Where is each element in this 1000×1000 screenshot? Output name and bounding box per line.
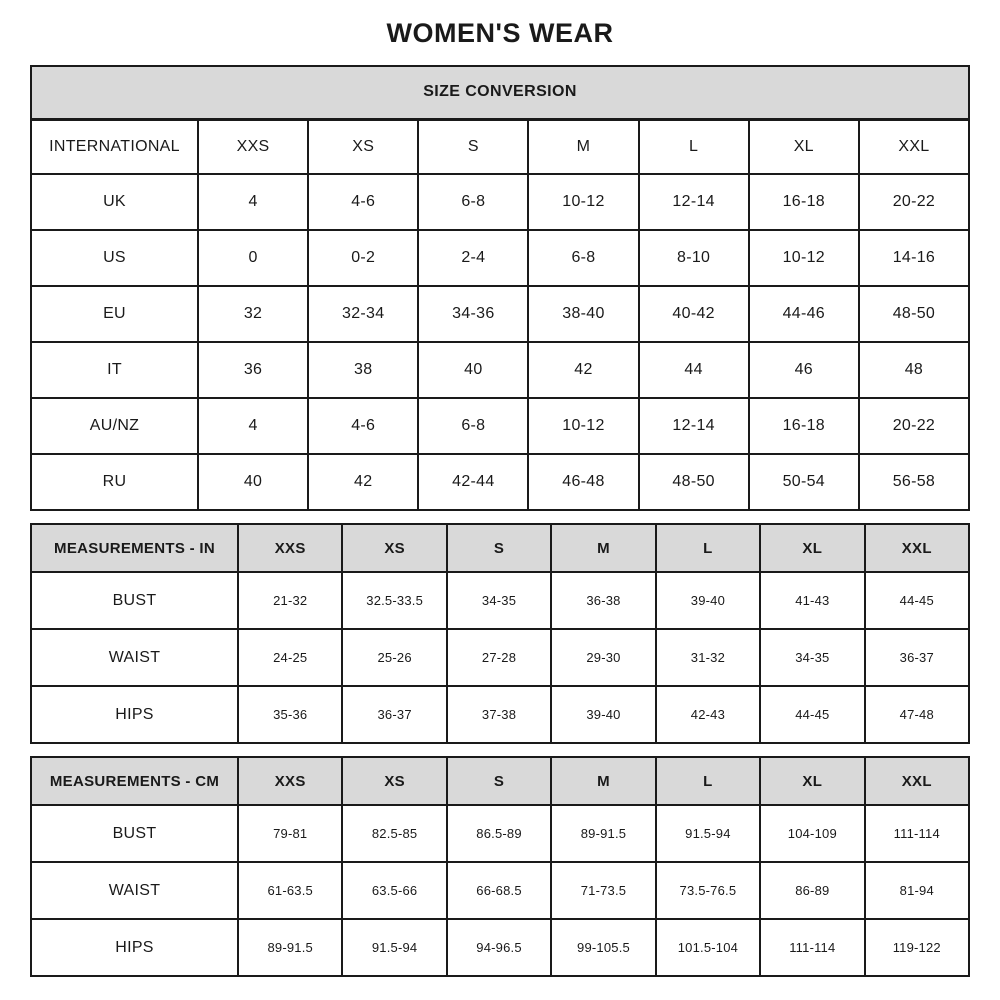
table-cell: 40 xyxy=(418,342,528,398)
table-cell: 47-48 xyxy=(865,686,969,743)
table-cell: 40-42 xyxy=(639,286,749,342)
table-row xyxy=(31,454,969,510)
column-header-xl: XL xyxy=(760,524,864,572)
table-cell: 104-109 xyxy=(760,805,864,862)
row-label: HIPS xyxy=(31,919,238,976)
table-cell: 42 xyxy=(308,454,418,510)
table-cell: 25-26 xyxy=(342,629,446,686)
column-header-xxl: XXL xyxy=(859,119,969,174)
table-cell: 6-8 xyxy=(528,230,638,286)
table-cell: 71-73.5 xyxy=(551,862,655,919)
table-cell: 31-32 xyxy=(656,629,760,686)
table-cell: 20-22 xyxy=(859,398,969,454)
table-cell: 48-50 xyxy=(859,286,969,342)
table-cell: 14-16 xyxy=(859,230,969,286)
size-conversion-columns-row xyxy=(31,119,969,174)
table-cell: 4-6 xyxy=(308,398,418,454)
table-cell: 91.5-94 xyxy=(656,805,760,862)
table-cell: 39-40 xyxy=(551,686,655,743)
table-row xyxy=(31,919,969,976)
table-cell: 89-91.5 xyxy=(551,805,655,862)
table-cell: 8-10 xyxy=(639,230,749,286)
table-cell: 56-58 xyxy=(859,454,969,510)
column-header-s: S xyxy=(418,119,528,174)
table-cell: 4-6 xyxy=(308,174,418,230)
table-cell: 91.5-94 xyxy=(342,919,446,976)
column-header-s: S xyxy=(447,757,551,805)
table-cell: 48 xyxy=(859,342,969,398)
row-label: RU xyxy=(31,454,198,510)
table-cell: 46 xyxy=(749,342,859,398)
table-cell: 99-105.5 xyxy=(551,919,655,976)
column-header-xxs: XXS xyxy=(238,524,342,572)
measurements-in-header-row xyxy=(31,524,969,572)
table-cell: 34-35 xyxy=(760,629,864,686)
measurements-cm-title: MEASUREMENTS - CM xyxy=(31,757,238,805)
table-cell: 10-12 xyxy=(528,398,638,454)
table-row xyxy=(31,572,969,629)
table-cell: 63.5-66 xyxy=(342,862,446,919)
table-cell: 34-36 xyxy=(418,286,528,342)
column-header-s: S xyxy=(447,524,551,572)
table-cell: 36-37 xyxy=(342,686,446,743)
table-cell: 50-54 xyxy=(749,454,859,510)
table-cell: 119-122 xyxy=(865,919,969,976)
table-cell: 42 xyxy=(528,342,638,398)
table-cell: 6-8 xyxy=(418,174,528,230)
table-row xyxy=(31,629,969,686)
table-cell: 41-43 xyxy=(760,572,864,629)
column-header-xxs: XXS xyxy=(238,757,342,805)
table-cell: 61-63.5 xyxy=(238,862,342,919)
column-header-m: M xyxy=(551,524,655,572)
table-cell: 42-43 xyxy=(656,686,760,743)
table-cell: 37-38 xyxy=(447,686,551,743)
table-cell: 12-14 xyxy=(639,174,749,230)
row-label: EU xyxy=(31,286,198,342)
table-cell: 12-14 xyxy=(639,398,749,454)
row-label: US xyxy=(31,230,198,286)
row-label: AU/NZ xyxy=(31,398,198,454)
table-cell: 2-4 xyxy=(418,230,528,286)
column-header-xxs: XXS xyxy=(198,119,308,174)
table-cell: 94-96.5 xyxy=(447,919,551,976)
table-cell: 66-68.5 xyxy=(447,862,551,919)
table-row xyxy=(31,398,969,454)
table-cell: 35-36 xyxy=(238,686,342,743)
table-cell: 111-114 xyxy=(760,919,864,976)
measurements-cm-header-row xyxy=(31,757,969,805)
row-label: HIPS xyxy=(31,686,238,743)
column-header-l: L xyxy=(656,757,760,805)
table-cell: 4 xyxy=(198,398,308,454)
table-cell: 44-45 xyxy=(760,686,864,743)
table-row xyxy=(31,862,969,919)
row-label: UK xyxy=(31,174,198,230)
table-cell: 16-18 xyxy=(749,398,859,454)
table-cell: 21-32 xyxy=(238,572,342,629)
table-cell: 16-18 xyxy=(749,174,859,230)
measurements-in-title: MEASUREMENTS - IN xyxy=(31,524,238,572)
table-cell: 36-37 xyxy=(865,629,969,686)
table-cell: 0-2 xyxy=(308,230,418,286)
row-label: WAIST xyxy=(31,629,238,686)
page-title: WOMEN'S WEAR xyxy=(386,18,614,48)
column-header-l: L xyxy=(656,524,760,572)
table-cell: 36-38 xyxy=(551,572,655,629)
table-cell: 38-40 xyxy=(528,286,638,342)
table-row xyxy=(31,686,969,743)
measurements-in-table xyxy=(30,523,970,744)
column-header-l: L xyxy=(639,119,749,174)
table-cell: 44-46 xyxy=(749,286,859,342)
column-header-xl: XL xyxy=(760,757,864,805)
column-header-m: M xyxy=(551,757,655,805)
table-cell: 89-91.5 xyxy=(238,919,342,976)
column-header-international: INTERNATIONAL xyxy=(31,119,198,174)
table-cell: 81-94 xyxy=(865,862,969,919)
table-cell: 29-30 xyxy=(551,629,655,686)
size-conversion-title: SIZE CONVERSION xyxy=(31,66,969,119)
table-cell: 32-34 xyxy=(308,286,418,342)
table-cell: 32.5-33.5 xyxy=(342,572,446,629)
table-cell: 4 xyxy=(198,174,308,230)
table-cell: 46-48 xyxy=(528,454,638,510)
column-header-xl: XL xyxy=(749,119,859,174)
table-cell: 42-44 xyxy=(418,454,528,510)
size-conversion-table xyxy=(30,65,970,511)
table-cell: 34-35 xyxy=(447,572,551,629)
table-cell: 27-28 xyxy=(447,629,551,686)
table-cell: 39-40 xyxy=(656,572,760,629)
measurements-cm-table xyxy=(30,756,970,977)
column-header-xxl: XXL xyxy=(865,524,969,572)
column-header-xs: XS xyxy=(342,757,446,805)
table-cell: 32 xyxy=(198,286,308,342)
column-header-m: M xyxy=(528,119,638,174)
table-cell: 10-12 xyxy=(528,174,638,230)
column-header-xs: XS xyxy=(342,524,446,572)
table-cell: 82.5-85 xyxy=(342,805,446,862)
table-row xyxy=(31,230,969,286)
table-cell: 86.5-89 xyxy=(447,805,551,862)
table-cell: 40 xyxy=(198,454,308,510)
table-cell: 20-22 xyxy=(859,174,969,230)
table-cell: 0 xyxy=(198,230,308,286)
table-cell: 73.5-76.5 xyxy=(656,862,760,919)
table-cell: 86-89 xyxy=(760,862,864,919)
table-cell: 36 xyxy=(198,342,308,398)
table-cell: 79-81 xyxy=(238,805,342,862)
size-conversion-title-row xyxy=(31,66,969,119)
table-cell: 38 xyxy=(308,342,418,398)
table-row xyxy=(31,805,969,862)
table-row xyxy=(31,174,969,230)
table-row xyxy=(31,286,969,342)
table-cell: 101.5-104 xyxy=(656,919,760,976)
table-cell: 24-25 xyxy=(238,629,342,686)
row-label: BUST xyxy=(31,572,238,629)
table-cell: 6-8 xyxy=(418,398,528,454)
table-cell: 111-114 xyxy=(865,805,969,862)
row-label: WAIST xyxy=(31,862,238,919)
table-cell: 48-50 xyxy=(639,454,749,510)
table-cell: 10-12 xyxy=(749,230,859,286)
column-header-xxl: XXL xyxy=(865,757,969,805)
row-label: BUST xyxy=(31,805,238,862)
table-cell: 44 xyxy=(639,342,749,398)
table-row xyxy=(31,342,969,398)
table-cell: 44-45 xyxy=(865,572,969,629)
column-header-xs: XS xyxy=(308,119,418,174)
row-label: IT xyxy=(31,342,198,398)
